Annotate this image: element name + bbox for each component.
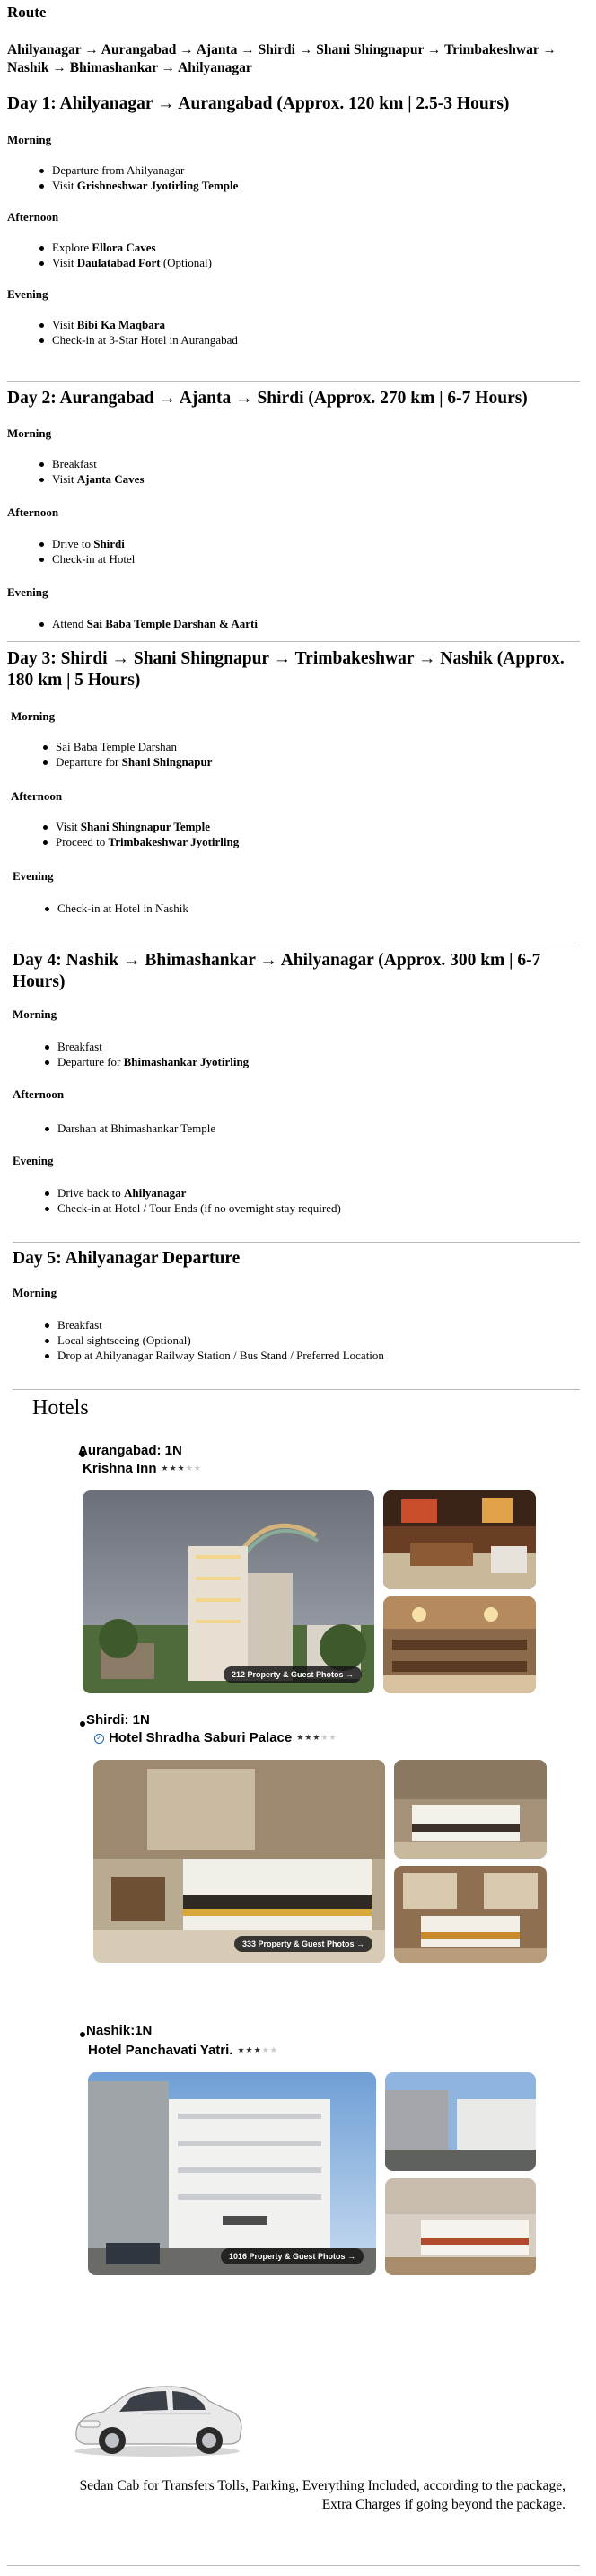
list-item: Visit Grishneshwar Jyotirling Temple (52, 179, 239, 192)
route-heading: Route (7, 4, 47, 21)
list-item: Drive back to Ahilyanagar (57, 1185, 341, 1200)
list-item: Visit Ajanta Caves (52, 472, 145, 486)
list-item: Darshan at Bhimashankar Temple (57, 1121, 216, 1135)
day-1-title: Day 1: Ahilyanagar → Aurangabad (Approx. 120 km | 2.5-3 Hours) (7, 94, 510, 113)
list-item: Breakfast (57, 1317, 384, 1332)
hotel-3-photo-3[interactable] (385, 2178, 536, 2275)
list-item: Proceed to Trimbakeshwar Jyotirling (56, 835, 240, 848)
list-item: Check-in at Hotel (52, 552, 136, 566)
hotel-2-photo-2[interactable] (394, 1760, 547, 1859)
list-item: Departure for Shani Shingnapur (56, 755, 213, 769)
day-5-morning-label: Morning (13, 1286, 57, 1299)
hotel-2-name: Hotel Shradha Saburi Palace ★★★★★ (109, 1730, 337, 1745)
bullet-icon (80, 2032, 85, 2037)
star-rating: ★★★★★ (296, 1733, 337, 1742)
hotel-3-photo-2[interactable] (385, 2072, 536, 2171)
day-3-afternoon-list (56, 819, 239, 849)
day-3-afternoon-label: Afternoon (11, 789, 63, 803)
day-1-evening-label: Evening (7, 287, 48, 301)
list-item: Drive to Shirdi (52, 536, 135, 551)
divider (7, 381, 580, 382)
list-item: Explore Ellora Caves (52, 240, 212, 255)
hotel-2-main-photo[interactable] (93, 1760, 385, 1963)
hotel-1-photo-2[interactable] (383, 1490, 536, 1589)
day-1-afternoon-list (52, 240, 212, 270)
list-item: Visit Bibi Ka Maqbara (52, 317, 238, 332)
day-2-morning-label: Morning (7, 426, 52, 440)
hotel-1-photo-3[interactable] (383, 1596, 536, 1693)
sedan-car-image (67, 2369, 247, 2458)
hotel-1-name: Krishna Inn ★★★★★ (83, 1461, 202, 1476)
day-5-title: Day 5: Ahilyanagar Departure (13, 1249, 241, 1268)
arrow-right-icon: → (356, 1939, 364, 1948)
star-rating: ★★★★★ (237, 2045, 278, 2054)
route-text: Ahilyanagar → Aurangabad → Ajanta → Shirdi → Shani Shingnapur → Trimbakeshwar → Nashik → Bhimashankar → Ahilyanagar (7, 42, 557, 75)
list-item: Breakfast (52, 456, 145, 471)
list-item: Check-in at Hotel / Tour Ends (if no overnight stay required) (57, 1201, 341, 1215)
day-2-afternoon-list (52, 536, 135, 567)
bullet-icon (80, 1721, 85, 1727)
list-item: Local sightseeing (Optional) (57, 1332, 384, 1348)
day-2-afternoon-label: Afternoon (7, 506, 59, 519)
divider (13, 1242, 580, 1243)
hotel-2-photo-3[interactable] (394, 1866, 547, 1963)
hotel-2-city: Shirdi: 1N (86, 1712, 150, 1728)
star-rating: ★★★★★ (161, 1464, 202, 1473)
hotel-1-city: Aurangabad: 1N (78, 1443, 182, 1458)
list-item: Check-in at Hotel in Nashik (57, 901, 188, 915)
list-item: Visit Shani Shingnapur Temple (56, 819, 239, 834)
day-4-afternoon-label: Afternoon (13, 1087, 65, 1101)
day-4-morning-list (57, 1039, 249, 1069)
day-2-evening-label: Evening (7, 585, 48, 599)
day-1-morning-label: Morning (7, 133, 52, 146)
day-2-morning-list (52, 456, 145, 487)
arrow-right-icon: → (347, 2252, 355, 2261)
divider (13, 1389, 580, 1390)
verified-check-icon: ✓ (94, 1734, 104, 1744)
arrow-right-icon: → (346, 1670, 354, 1679)
day-1-evening-list (52, 317, 238, 347)
day-1-afternoon-label: Afternoon (7, 210, 59, 224)
day-5-morning-list (57, 1317, 384, 1363)
day-3-evening-label: Evening (13, 869, 54, 883)
day-4-morning-label: Morning (13, 1007, 57, 1021)
day-2-title: Day 2: Aurangabad → Ajanta → Shirdi (Approx. 270 km | 6-7 Hours) (7, 389, 528, 408)
list-item: Departure from Ahilyanagar (52, 163, 238, 178)
day-4-title: Day 4: Nashik → Bhimashankar → Ahilyanagar (Approx. 300 km | 6-7 Hours) (13, 951, 541, 991)
list-item: Attend Sai Baba Temple Darshan & Aarti (52, 617, 258, 630)
day-4-afternoon-list (57, 1121, 215, 1136)
list-item: Breakfast (57, 1039, 249, 1054)
hotel-1-main-photo[interactable] (83, 1490, 374, 1693)
day-3-morning-list (56, 739, 212, 769)
day-3-title: Day 3: Shirdi → Shani Shingnapur → Trimbakeshwar → Nashik (Approx. 180 km | 5 Hours) (7, 649, 565, 690)
divider (7, 2565, 580, 2566)
photos-button[interactable]: 212 Property & Guest Photos → (224, 1666, 362, 1683)
list-item: Check-in at 3-Star Hotel in Aurangabad (52, 333, 238, 347)
day-4-evening-label: Evening (13, 1154, 54, 1167)
hotel-3-city: Nashik:1N (86, 2023, 153, 2038)
day-3-evening-list (57, 901, 188, 916)
hotels-heading: Hotels (32, 1396, 89, 1420)
cab-description: Sedan Cab for Transfers Tolls, Parking, Everything Included, according to the package, Extra Charges if going beyond the package. (79, 2478, 565, 2512)
hotel-3-name: Hotel Panchavati Yatri. ★★★★★ (88, 2043, 278, 2058)
hotel-3-main-photo[interactable] (88, 2072, 376, 2275)
day-2-evening-list (52, 616, 258, 631)
list-item: Drop at Ahilyanagar Railway Station / Bus Stand / Preferred Location (57, 1349, 384, 1362)
list-item: Visit Daulatabad Fort (Optional) (52, 256, 212, 269)
photos-button[interactable]: 1016 Property & Guest Photos → (221, 2248, 364, 2264)
list-item: Departure for Bhimashankar Jyotirling (57, 1055, 250, 1068)
list-item: Sai Baba Temple Darshan (56, 739, 212, 754)
photos-button[interactable]: 333 Property & Guest Photos → (234, 1936, 372, 1952)
divider (7, 641, 580, 642)
day-3-morning-label: Morning (11, 709, 56, 723)
day-4-evening-list (57, 1185, 341, 1216)
day-1-morning-list (52, 163, 238, 193)
